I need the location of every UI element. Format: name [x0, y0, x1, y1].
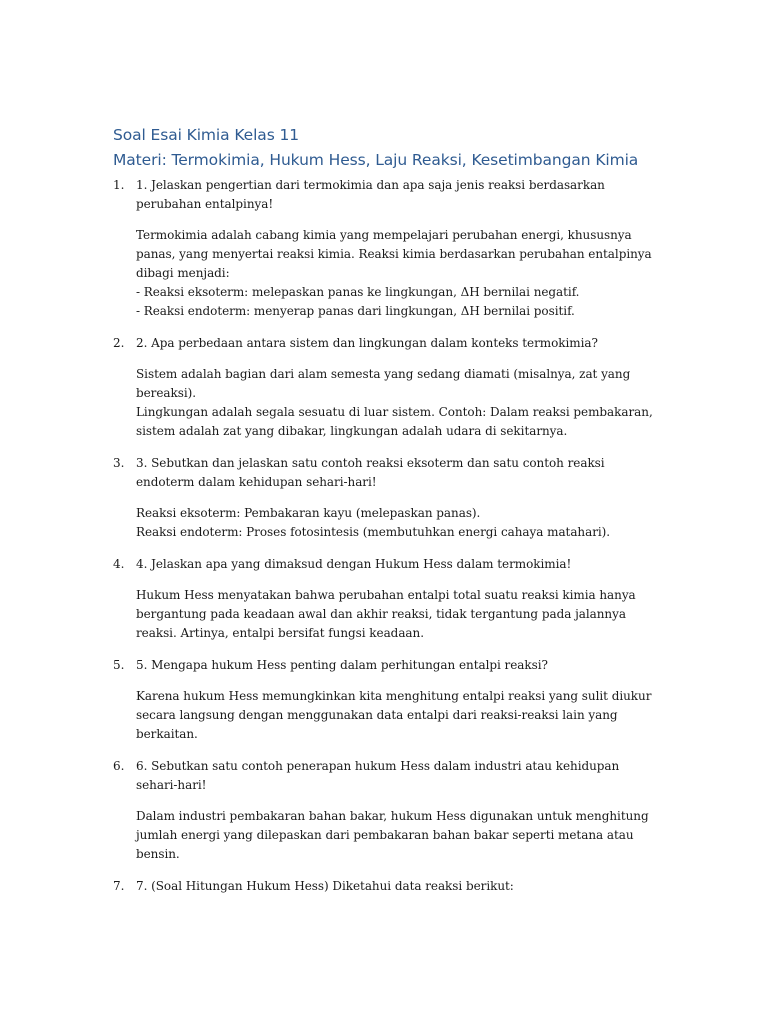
- question-number: 6.: [113, 759, 125, 773]
- question-item: [113, 334, 658, 441]
- question-number: 2.: [113, 336, 125, 350]
- answer-line: Lingkungan adalah segala sesuatu di luar sistem. Contoh: Dalam reaksi pembakaran, sistem adalah zat yang dibakar, lingkungan adalah udara di sekitarnya.: [136, 405, 653, 438]
- question-number: 5.: [113, 658, 125, 672]
- answer-line: Reaksi endoterm: Proses fotosintesis (membutuhkan energi cahaya matahari).: [136, 525, 611, 539]
- answer-line: Karena hukum Hess memungkinkan kita menghitung entalpi reaksi yang sulit diukur secara langsung dengan menggunakan data entalpi dari reaksi-reaksi lain yang berkaitan.: [136, 689, 652, 741]
- answer-block: [136, 687, 658, 744]
- answer-line: Sistem adalah bagian dari alam semesta yang sedang diamati (misalnya, zat yang bereaksi).: [136, 367, 631, 400]
- question-text: 5. Mengapa hukum Hess penting dalam perhitungan entalpi reaksi?: [136, 658, 548, 672]
- question-text: 2. Apa perbedaan antara sistem dan lingkungan dalam konteks termokimia?: [136, 336, 598, 350]
- answer-line: - Reaksi endoterm: menyerap panas dari lingkungan, ΔH bernilai positif.: [136, 304, 575, 318]
- question-item: [113, 656, 658, 744]
- question-item: [113, 877, 658, 896]
- document-subtitle: Materi: Termokimia, Hukum Hess, Laju Reaksi, Kesetimbangan Kimia: [113, 151, 639, 169]
- document-title: Soal Esai Kimia Kelas 11: [113, 126, 300, 144]
- answer-block: [136, 807, 658, 864]
- answer-line: Reaksi eksoterm: Pembakaran kayu (melepaskan panas).: [136, 506, 481, 520]
- question-number: 7.: [113, 879, 125, 893]
- question-number: 1.: [113, 178, 125, 192]
- answer-line: - Reaksi eksoterm: melepaskan panas ke lingkungan, ΔH bernilai negatif.: [136, 285, 580, 299]
- question-list: [113, 176, 658, 909]
- question-item: [113, 176, 658, 321]
- question-text: 3. Sebutkan dan jelaskan satu contoh reaksi eksoterm dan satu contoh reaksi endoterm dalam kehidupan sehari-hari!: [136, 456, 605, 489]
- question-item: [113, 757, 658, 864]
- question-item: [113, 555, 658, 643]
- answer-line: Hukum Hess menyatakan bahwa perubahan entalpi total suatu reaksi kimia hanya bergantung pada keadaan awal dan akhir reaksi, tidak tergantung pada jalannya reaksi. Artinya, entalpi bersifat fungsi keadaan.: [136, 588, 636, 640]
- question-number: 4.: [113, 557, 125, 571]
- question-item: [113, 454, 658, 542]
- answer-block: [136, 586, 658, 643]
- answer-line: Termokimia adalah cabang kimia yang mempelajari perubahan energi, khususnya panas, yang menyertai reaksi kimia. Reaksi kimia berdasarkan perubahan entalpinya dibagi menjadi:: [136, 228, 652, 280]
- answer-block: [136, 226, 658, 321]
- answer-block: [136, 365, 658, 441]
- answer-block: [136, 504, 658, 542]
- question-text: 7. (Soal Hitungan Hukum Hess) Diketahui data reaksi berikut:: [136, 879, 514, 893]
- question-number: 3.: [113, 456, 125, 470]
- question-text: 4. Jelaskan apa yang dimaksud dengan Hukum Hess dalam termokimia!: [136, 557, 572, 571]
- question-text: 6. Sebutkan satu contoh penerapan hukum Hess dalam industri atau kehidupan sehari-hari!: [136, 759, 620, 792]
- answer-line: Dalam industri pembakaran bahan bakar, hukum Hess digunakan untuk menghitung jumlah energi yang dilepaskan dari pembakaran bahan bakar seperti metana atau bensin.: [136, 809, 649, 861]
- question-text: 1. Jelaskan pengertian dari termokimia dan apa saja jenis reaksi berdasarkan perubahan entalpinya!: [136, 178, 605, 211]
